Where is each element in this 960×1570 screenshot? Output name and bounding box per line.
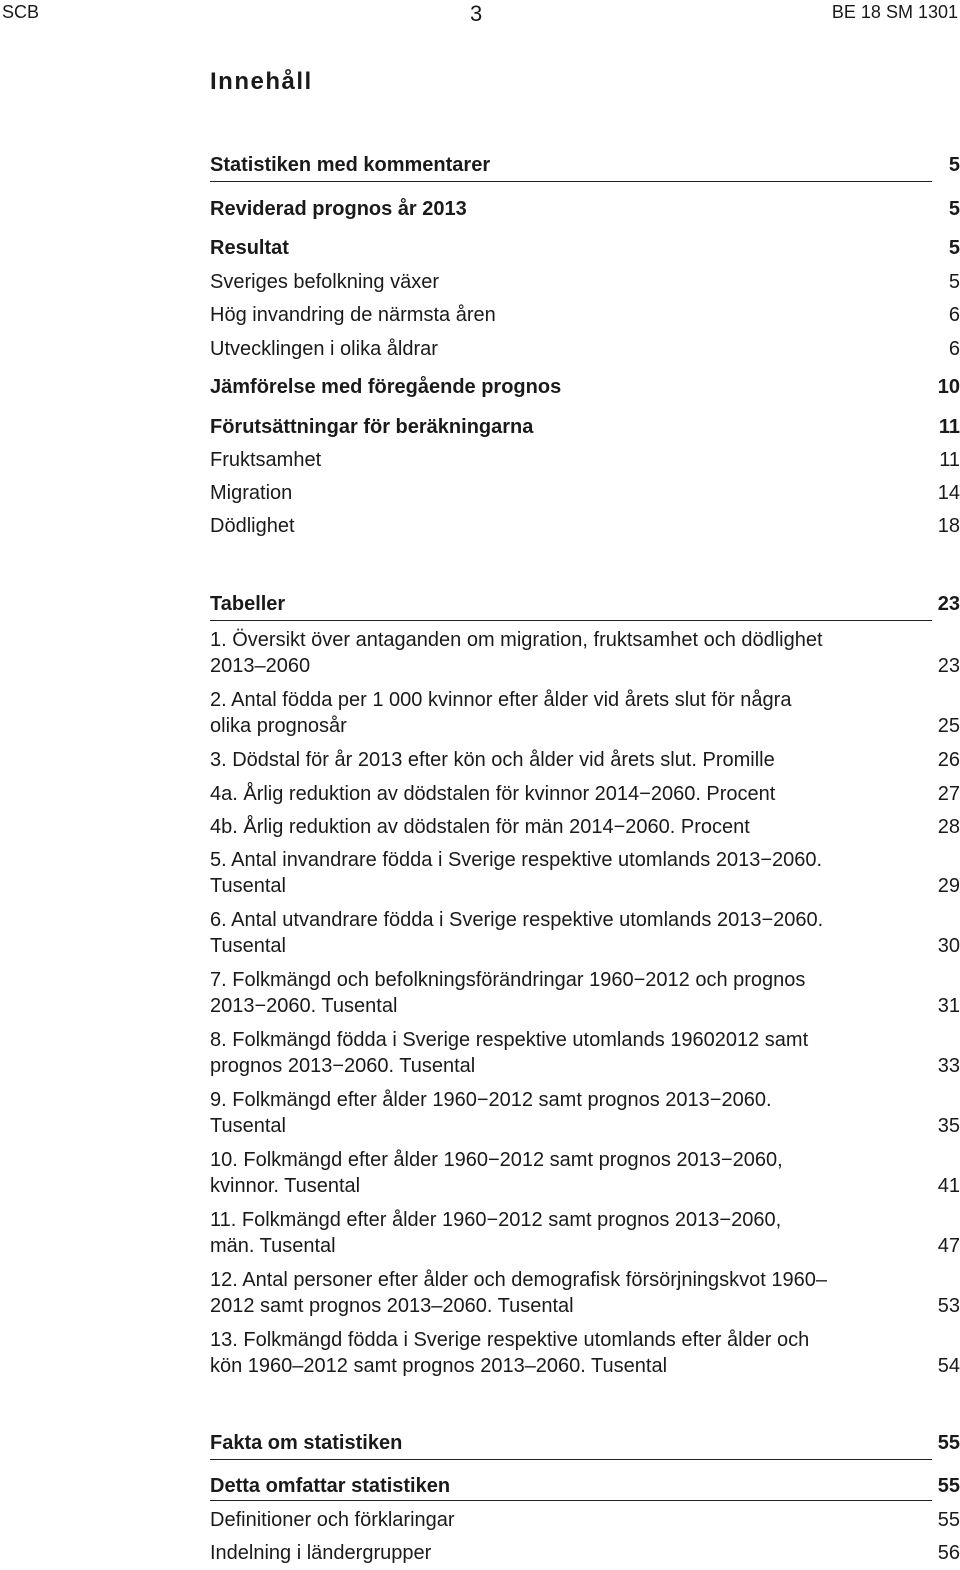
toc-label: Hög invandring de närmsta åren xyxy=(210,304,496,326)
toc-page: 55 xyxy=(937,1432,960,1454)
toc-label: Tabeller xyxy=(210,593,286,615)
toc-label: Migration xyxy=(210,482,293,504)
toc-table-entry[interactable] xyxy=(210,847,960,899)
toc-page: 14 xyxy=(937,482,960,504)
toc-label: Resultat xyxy=(210,237,289,259)
toc-page: 6 xyxy=(948,338,960,360)
toc-page: 54 xyxy=(937,1355,960,1377)
toc-page: 25 xyxy=(937,715,960,737)
toc-label-line2: Tusental xyxy=(210,1115,286,1137)
section-rule xyxy=(210,1459,932,1460)
toc-label-line2: 2012 samt prognos 2013–2060. Tusental xyxy=(210,1295,574,1317)
toc-label: Detta omfattar statistiken xyxy=(210,1475,451,1497)
toc-page: 23 xyxy=(937,593,960,615)
toc-page: 30 xyxy=(937,935,960,957)
toc-label-line1: 12. Antal personer efter ålder och demografisk försörjningskvot 1960– xyxy=(210,1269,828,1291)
section-rule xyxy=(210,1500,932,1501)
toc-label: Jämförelse med föregående prognos xyxy=(210,376,562,398)
header-publisher: SCB xyxy=(2,2,40,22)
toc-table-entry[interactable] xyxy=(210,687,960,739)
toc-label: Sveriges befolkning växer xyxy=(210,271,440,293)
toc-table-entry[interactable] xyxy=(210,627,960,679)
toc-page: 5 xyxy=(948,271,960,293)
toc-label-line2: Tusental xyxy=(210,875,286,897)
toc-label: Indelning i ländergrupper xyxy=(210,1542,432,1564)
toc-label-line1: 9. Folkmängd efter ålder 1960−2012 samt prognos 2013−2060. xyxy=(210,1089,772,1111)
toc-label-line2: kön 1960–2012 samt prognos 2013–2060. Tusental xyxy=(210,1355,668,1377)
toc-label-line1: 1. Översikt över antaganden om migration, fruktsamhet och dödlighet xyxy=(210,629,823,651)
toc-table-entry[interactable] xyxy=(210,967,960,1019)
toc-page: 6 xyxy=(948,304,960,326)
toc-label: Förutsättningar för beräkningarna xyxy=(210,416,534,438)
toc-page: 11 xyxy=(938,416,960,438)
toc-label-line2: män. Tusental xyxy=(210,1235,336,1257)
toc-label-line2: Tusental xyxy=(210,935,286,957)
toc-page: 55 xyxy=(937,1475,960,1497)
toc-table-entry[interactable] xyxy=(210,1267,960,1319)
toc-label-line1: 7. Folkmängd och befolkningsförändringar 1960−2012 och prognos xyxy=(210,969,806,991)
header-page-number: 3 xyxy=(470,1,483,26)
toc-table-entry[interactable] xyxy=(210,1147,960,1199)
toc-page: 11 xyxy=(939,449,960,471)
toc-label-line2: olika prognosår xyxy=(210,715,347,737)
toc-page: 35 xyxy=(937,1115,960,1137)
page-header xyxy=(0,2,960,26)
toc-label: Definitioner och förklaringar xyxy=(210,1509,455,1531)
header-report-id: BE 18 SM 1301 xyxy=(831,2,958,22)
toc-label-line1: 5. Antal invandrare födda i Sverige respektive utomlands 2013−2060. xyxy=(210,849,823,871)
toc-table-entry[interactable] xyxy=(210,1027,960,1079)
toc-page: 29 xyxy=(937,875,960,897)
toc-label-line1: 6. Antal utvandrare födda i Sverige respektive utomlands 2013−2060. xyxy=(210,909,824,931)
toc-label: Reviderad prognos år 2013 xyxy=(210,198,467,220)
toc-label-line1: 11. Folkmängd efter ålder 1960−2012 samt prognos 2013−2060, xyxy=(210,1209,782,1231)
toc-label-line2: prognos 2013−2060. Tusental xyxy=(210,1055,476,1077)
toc-page: 41 xyxy=(937,1175,960,1197)
toc-label: Statistiken med kommentarer xyxy=(210,154,491,176)
toc-label-line2: kvinnor. Tusental xyxy=(210,1175,361,1197)
toc-label: 4a. Årlig reduktion av dödstalen för kvinnor 2014−2060. Procent xyxy=(210,783,776,805)
toc-page: 27 xyxy=(937,783,960,805)
toc-label: 4b. Årlig reduktion av dödstalen för män 2014−2060. Procent xyxy=(210,816,750,838)
toc-table-entry[interactable] xyxy=(210,1087,960,1139)
toc-page: 33 xyxy=(937,1055,960,1077)
section-rule xyxy=(210,181,932,182)
toc-page: 23 xyxy=(937,655,960,677)
toc-page: 55 xyxy=(937,1509,960,1531)
toc-table-entry[interactable] xyxy=(210,907,960,959)
toc-page: 5 xyxy=(948,237,960,259)
toc-table-entry[interactable] xyxy=(210,1207,960,1259)
toc-page: 47 xyxy=(937,1235,960,1257)
toc-page: 18 xyxy=(937,515,960,537)
toc-label-line1: 2. Antal födda per 1 000 kvinnor efter ålder vid årets slut för några xyxy=(210,689,792,711)
toc-label: 3. Dödstal för år 2013 efter kön och ålder vid årets slut. Promille xyxy=(210,749,775,771)
toc-label-line2: 2013–2060 xyxy=(210,655,311,677)
toc-label: Fakta om statistiken xyxy=(210,1432,403,1454)
toc-page: 26 xyxy=(937,749,960,771)
toc-label: Fruktsamhet xyxy=(210,449,322,471)
toc-page: 53 xyxy=(937,1295,960,1317)
toc-page: 5 xyxy=(948,154,960,176)
toc-label: Utvecklingen i olika åldrar xyxy=(210,338,438,360)
toc-label-line2: 2013−2060. Tusental xyxy=(210,995,398,1017)
toc-page: 31 xyxy=(937,995,960,1017)
section-rule xyxy=(210,620,932,621)
toc-page: 28 xyxy=(937,816,960,838)
toc-label: Dödlighet xyxy=(210,515,295,537)
toc-table-entry[interactable] xyxy=(210,1327,960,1379)
toc-page: 56 xyxy=(937,1542,960,1564)
toc-page: 10 xyxy=(937,376,960,398)
toc-label-line1: 10. Folkmängd efter ålder 1960−2012 samt prognos 2013−2060, xyxy=(210,1149,783,1171)
toc-page: 5 xyxy=(948,198,960,220)
toc-label-line1: 13. Folkmängd födda i Sverige respektive utomlands efter ålder och xyxy=(210,1329,810,1351)
page-title: Innehåll xyxy=(210,68,313,95)
toc-label-line1: 8. Folkmängd födda i Sverige respektive utomlands 19602012 samt xyxy=(210,1029,809,1051)
